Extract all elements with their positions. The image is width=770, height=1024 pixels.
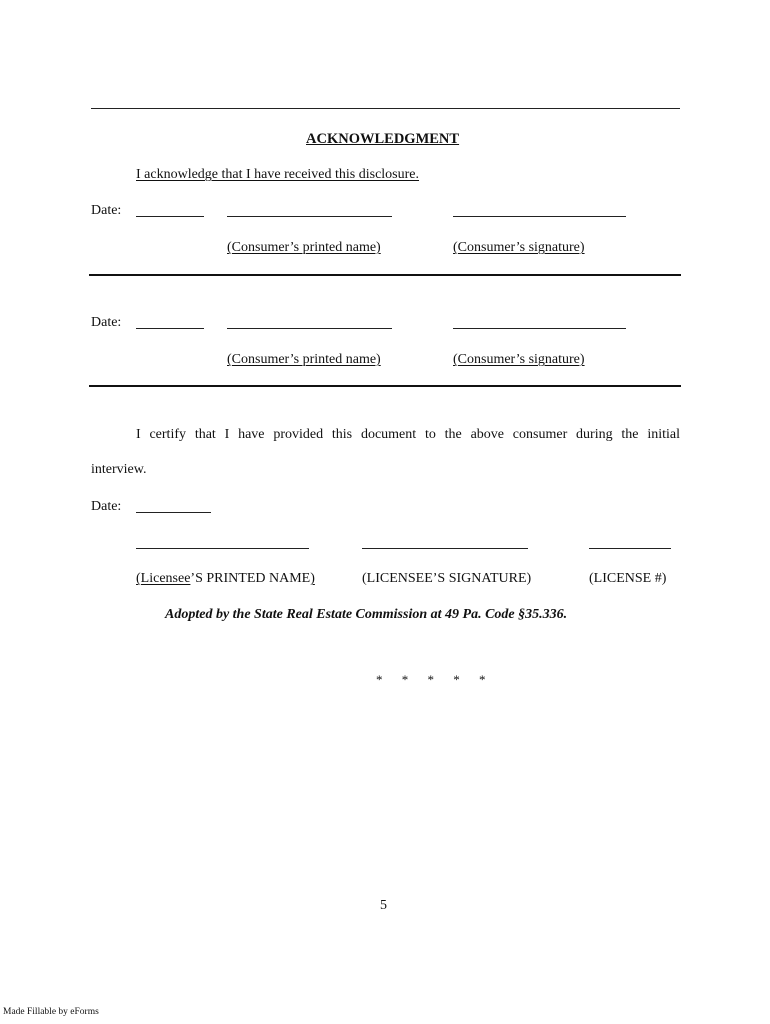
adoption-note: Adopted by the State Real Estate Commission at 49 Pa. Code §35.336. xyxy=(165,607,568,622)
date-field-licensee[interactable] xyxy=(136,512,211,513)
licensee-printed-name-field[interactable] xyxy=(136,548,309,549)
consumer-printed-name-field-2[interactable] xyxy=(227,328,392,329)
licensee-caption-rest: ’S PRINTED NAME xyxy=(190,571,311,586)
licensee-caption-prefix: (Licensee xyxy=(136,571,191,586)
page-number: 5 xyxy=(380,898,387,913)
printed-name-caption-2: (Consumer’s printed name) xyxy=(227,352,381,367)
certification-text-continued: interview. xyxy=(91,462,147,477)
signature-caption-1: (Consumer’s signature) xyxy=(453,240,585,255)
section-divider-2 xyxy=(89,385,681,387)
acknowledgment-text: I acknowledge that I have received this disclosure. xyxy=(136,167,420,182)
date-label-1: Date: xyxy=(91,203,122,218)
consumer-signature-field-1[interactable] xyxy=(453,216,626,217)
licensee-caption-close: ) xyxy=(310,571,315,586)
licensee-printed-name-caption xyxy=(136,571,315,587)
license-number-caption: (LICENSE #) xyxy=(589,571,667,586)
license-number-field[interactable] xyxy=(589,548,671,549)
footer-watermark-text: Made Fillable by eForms xyxy=(3,1007,99,1017)
consumer-printed-name-field-1[interactable] xyxy=(227,216,392,217)
printed-name-caption-1: (Consumer’s printed name) xyxy=(227,240,381,255)
date-label-2: Date: xyxy=(91,315,122,330)
certification-text: I certify that I have provided this document to the above consumer during the initial xyxy=(136,427,680,442)
consumer-signature-field-2[interactable] xyxy=(453,328,626,329)
signature-caption-2: (Consumer’s signature) xyxy=(453,352,585,367)
section-divider-1 xyxy=(89,274,681,276)
licensee-signature-caption: (LICENSEE’S SIGNATURE) xyxy=(362,571,532,586)
licensee-signature-field[interactable] xyxy=(362,548,528,549)
date-field-2[interactable] xyxy=(136,328,204,329)
page-title: ACKNOWLEDGMENT xyxy=(306,131,460,147)
date-field-1[interactable] xyxy=(136,216,204,217)
section-stars: * * * * * xyxy=(376,672,494,687)
top-rule xyxy=(91,108,680,109)
date-label-licensee: Date: xyxy=(91,499,122,514)
